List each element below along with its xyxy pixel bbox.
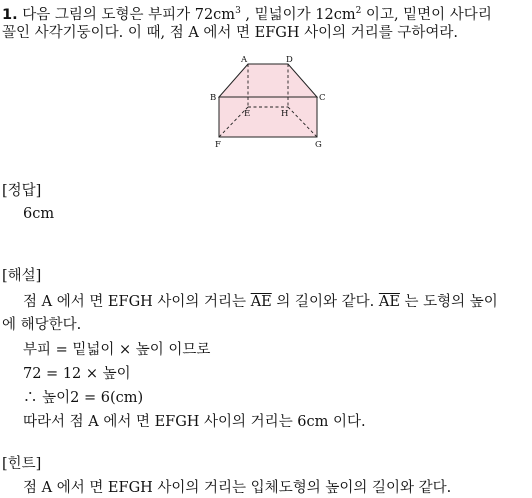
vertex-label-C: C [319, 93, 326, 103]
top-trapezoid [219, 64, 317, 97]
solution-text-a: 점 A 에서 면 EFGH 사이의 거리는 [23, 294, 251, 310]
solution-line-1 [23, 292, 498, 312]
prism-figure [0, 0, 532, 160]
problem-sup-square: 2 [355, 6, 362, 16]
solution-text-b: 의 길이와 같다. [271, 294, 379, 310]
prism-top-face [219, 64, 317, 97]
solution-line-4: 72 = 12 × 높이 [23, 366, 131, 382]
problem-text-c: 이고, 밑면이 사다리 [361, 7, 492, 23]
vertex-label-H: H [281, 109, 289, 119]
problem-text-b: , 밑넓이가 12cm [240, 7, 356, 23]
solution-line-6: 따라서 점 A 에서 면 EFGH 사이의 거리는 6cm 이다. [23, 414, 366, 430]
hint-text: 점 A 에서 면 EFGH 사이의 거리는 입체도형의 높이의 길이와 같다. [23, 480, 452, 496]
problem-sup-cubic: 3 [235, 6, 241, 16]
solution-line-3: 부피 = 밑넓이 × 높이 이므로 [23, 342, 211, 358]
problem-line-2: 꼴인 사각기둥이다. 이 때, 점 A 에서 면 EFGH 사이의 거리를 구하여라. [2, 25, 459, 41]
front-rectangle [219, 97, 317, 137]
vertex-label-B: B [210, 93, 217, 103]
segment-AE-1: $\overline{AE}$ [250, 294, 272, 310]
solution-header: [해설] [2, 268, 42, 284]
vertex-label-A: A [241, 55, 248, 65]
segment-AE-2: $\overline{AE}$ [378, 294, 400, 310]
vertex-label-G: G [315, 140, 322, 150]
solution-line-5: ∴ 높이2 = 6(cm) [23, 390, 144, 406]
problem-text-a: 다음 그림의 도형은 부피가 72cm [22, 7, 236, 23]
vertex-label-E: E [244, 109, 251, 119]
solution-text-c: 는 도형의 높이 [399, 294, 498, 310]
answer-value: 6cm [23, 206, 55, 222]
hint-header: [힌트] [2, 456, 42, 472]
answer-header: [정답] [2, 183, 42, 199]
vertex-label-F: F [215, 140, 221, 150]
solution-line-2: 에 해당한다. [2, 317, 82, 333]
prism-front-face [219, 97, 317, 137]
vertex-label-D: D [286, 55, 293, 65]
problem-number: 1. [2, 7, 18, 23]
